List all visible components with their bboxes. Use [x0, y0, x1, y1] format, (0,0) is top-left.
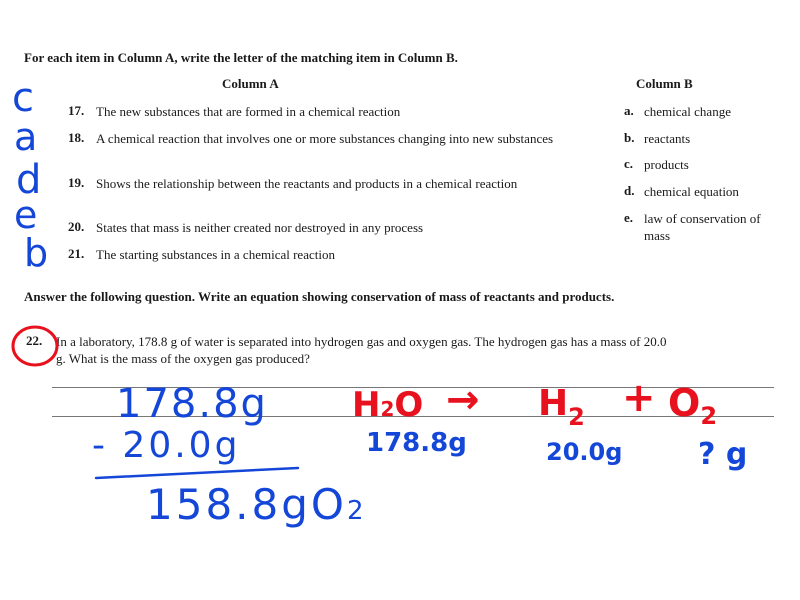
- equation-plus: +: [622, 375, 656, 421]
- calc-line-1: 178.8g: [116, 381, 268, 427]
- option-d-text: chemical equation: [644, 184, 739, 199]
- option-a-text: chemical change: [644, 104, 731, 119]
- item-20-text: States that mass is neither created nor destroyed in any process: [96, 220, 424, 235]
- item-17-text: The new substances that are formed in a chemical reaction: [96, 104, 401, 119]
- handwritten-answer-21: b: [24, 231, 49, 275]
- option-c-letter: c.: [624, 156, 634, 171]
- matching-instruction: For each item in Column A, write the letter of the matching item in Column B.: [24, 50, 458, 65]
- item-17-number: 17.: [68, 103, 85, 118]
- reactant-h: H: [352, 385, 381, 425]
- column-b-heading: Column B: [636, 76, 693, 91]
- option-e-letter: e.: [624, 210, 634, 225]
- product-2-o: O: [668, 381, 701, 425]
- subtraction-line: [96, 468, 298, 478]
- item-21-number: 21.: [68, 246, 85, 261]
- item-18-text: A chemical reaction that involves one or more substances changing into new substances: [96, 131, 554, 146]
- mass-reactant: 178.8g: [366, 428, 467, 458]
- question-22-text: In a laboratory, 178.8 g of water is separated into hydrogen gas and oxygen gas. The hydrogen gas has a mass of 20.0 g. What is the mass of the oxygen gas produced?: [56, 334, 667, 366]
- mass-product-1: 20.0g: [546, 438, 623, 466]
- option-e-text: law of conservation of mass: [644, 211, 761, 243]
- product-1-subscript: 2: [568, 403, 585, 431]
- column-a-heading: Column A: [222, 76, 279, 91]
- option-b-text: reactants: [644, 131, 691, 146]
- equation-arrow: →: [446, 377, 480, 423]
- option-d-letter: d.: [624, 183, 635, 198]
- item-19-text: Shows the relationship between the reactants and products in a chemical reaction: [96, 176, 518, 191]
- question-22-number: 22.: [26, 333, 43, 348]
- mass-product-2: ? g: [698, 437, 748, 472]
- question-circle: [13, 327, 57, 365]
- handwritten-answer-17: c: [12, 75, 34, 121]
- reactant-subscript: 2: [380, 397, 395, 421]
- product-2-subscript: 2: [700, 402, 718, 430]
- item-18-number: 18.: [68, 130, 85, 145]
- handwritten-answer-18: a: [14, 115, 38, 159]
- product-1-h: H: [538, 383, 569, 424]
- calc-line-2: - 20.0g: [92, 425, 241, 466]
- option-a-letter: a.: [624, 103, 634, 118]
- handwritten-answer-19: d: [16, 157, 42, 203]
- option-b-letter: b.: [624, 130, 635, 145]
- question-instruction: Answer the following question. Write an equation showing conservation of mass of reactants and products.: [24, 289, 615, 304]
- option-c-text: products: [644, 157, 689, 172]
- calc-result-value: 158.8gO: [146, 480, 347, 529]
- handwritten-answer-20: e: [14, 193, 38, 237]
- item-21-text: The starting substances in a chemical reaction: [96, 247, 335, 262]
- item-19-number: 19.: [68, 175, 85, 190]
- item-20-number: 20.: [68, 219, 85, 234]
- calc-result-subscript: 2: [346, 496, 367, 526]
- reactant-o: O: [394, 385, 424, 425]
